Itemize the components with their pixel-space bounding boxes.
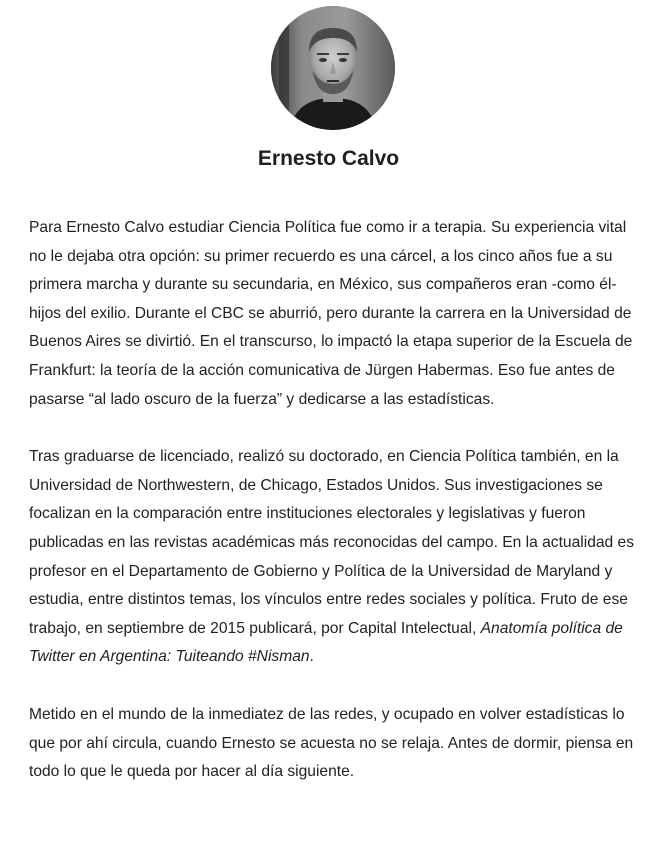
bio-paragraph-2-end: .	[309, 648, 314, 666]
bio-paragraph-2-text: Tras graduarse de licenciado, realizó su doctorado, en Ciencia Política también, en la Universidad de Northwestern, de Chicago, Estados Unidos. Sus investigaciones se focalizan en la comparación entre instituciones electorales y legislativas y fueron publicadas en las revistas académicas más reconocidas del campo. En la actualidad es profesor en el Departamento de Gobierno y Política de la Universidad de Maryland y estudia, entre distintos temas, los vínculos entre redes sociales y política. Fruto de ese trabajo, en septiembre de 2015 publicará, por Capital Intelectual,	[29, 448, 635, 637]
avatar	[271, 6, 395, 130]
person-photo-icon	[271, 6, 395, 130]
profile-name: Ernesto Calvo	[257, 147, 400, 170]
bio-paragraph-3: Metido en el mundo de la inmediatez de las redes, y ocupado en volver estadísticas lo que por ahí circula, cuando Ernesto se acuesta no se relaja. Antes de dormir, piensa en todo lo que le queda por hacer al día siguiente.	[29, 705, 634, 781]
bio-section	[29, 214, 639, 816]
bio-paragraph-1: Para Ernesto Calvo estudiar Ciencia Política fue como ir a terapia. Su experiencia vital no le dejaba otra opción: su primer recuerdo es una cárcel, a los cinco años fue a su primera marcha y durante su secundaria, en México, sus compañeros eran -como él- hijos del exilio. Durante el CBC se aburrió, pero durante la carrera en la Universidad de Buenos Aires se divirtió. En el transcurso, lo impactó la etapa superior de la Escuela de Frankfurt: la teoría de la acción comunicativa de Jürgen Habermas. Eso fue antes de pasarse “al lado oscuro de la fuerza” y dedicarse a las estadísticas.	[29, 219, 633, 408]
bio-paragraph-2	[29, 443, 639, 672]
book-title: Anatomía política de Twitter en Argentina: Tuiteando #Nisman	[29, 619, 623, 666]
